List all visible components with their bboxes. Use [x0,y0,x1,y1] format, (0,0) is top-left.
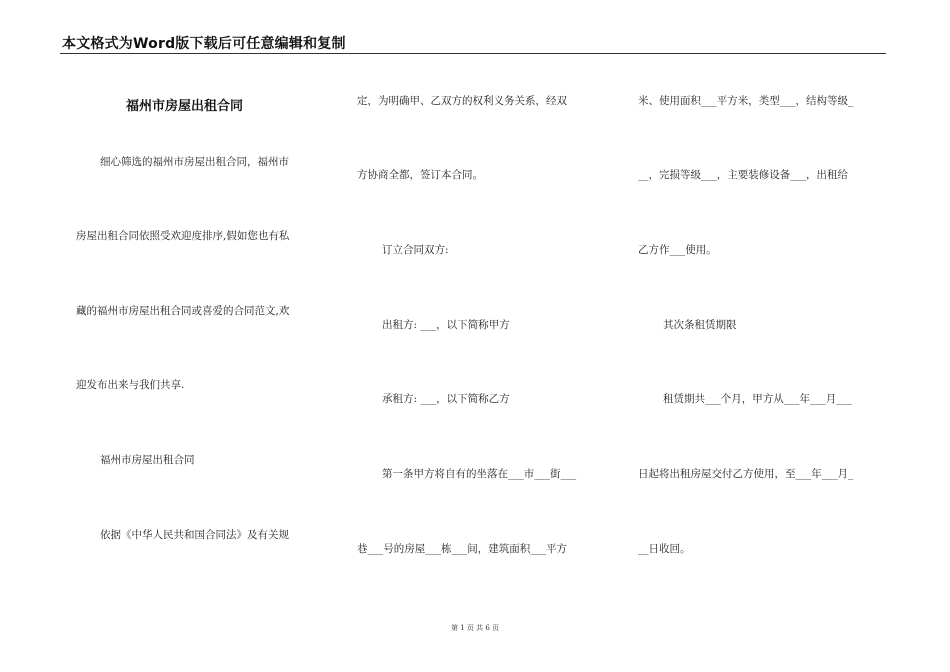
paragraph-line: 租赁期共___个月，甲方从___年___月___ [663,393,852,405]
paragraph-line: 细心筛选的福州市房屋出租合同，福州市 [100,156,289,168]
paragraph-line: 迎发布出来与我们共享. [76,379,185,391]
document-title: 福州市房屋出租合同 [126,99,244,114]
paragraph-line: 第一条甲方将自有的坐落在___市___街___ [382,468,577,480]
paragraph-line: 订立合同双方: [382,244,449,256]
paragraph-line: 方协商全都，签订本合同。 [357,169,483,181]
paragraph-line: 依据《中华人民共和国合同法》及有关规 [100,529,289,541]
paragraph-line: 乙方作___使用。 [638,244,717,256]
paragraph-line: 出租方: ___，以下简称甲方 [382,319,510,331]
section-heading: 其次条租赁期限 [663,319,737,331]
paragraph-line: 藏的福州市房屋出租合同或喜爱的合同范文,欢 [76,305,290,317]
paragraph-line: 福州市房屋出租合同 [100,454,195,466]
paragraph-line: 承租方: ___，以下简称乙方 [382,393,510,405]
paragraph-line: 巷___号的房屋___栋___间，建筑面积___平方 [357,543,567,555]
document-banner: 本文格式为Word版下载后可任意编辑和复制 [62,36,346,52]
paragraph-line: __，完损等级___，主要装修设备___，出租给 [638,169,848,181]
header-divider [60,53,886,54]
paragraph-line: 米、使用面积___平方米，类型___，结构等级_ [638,95,854,107]
paragraph-line: 定，为明确甲、乙双方的权利义务关系，经双 [357,95,567,107]
paragraph-line: __日收回。 [638,543,691,555]
paragraph-line: 日起将出租房屋交付乙方使用，至___年___月_ [638,468,854,480]
paragraph-line: 房屋出租合同依照受欢迎度排序,假如您也有私 [76,230,290,242]
page-number: 第 1 页 共 6 页 [450,624,500,632]
